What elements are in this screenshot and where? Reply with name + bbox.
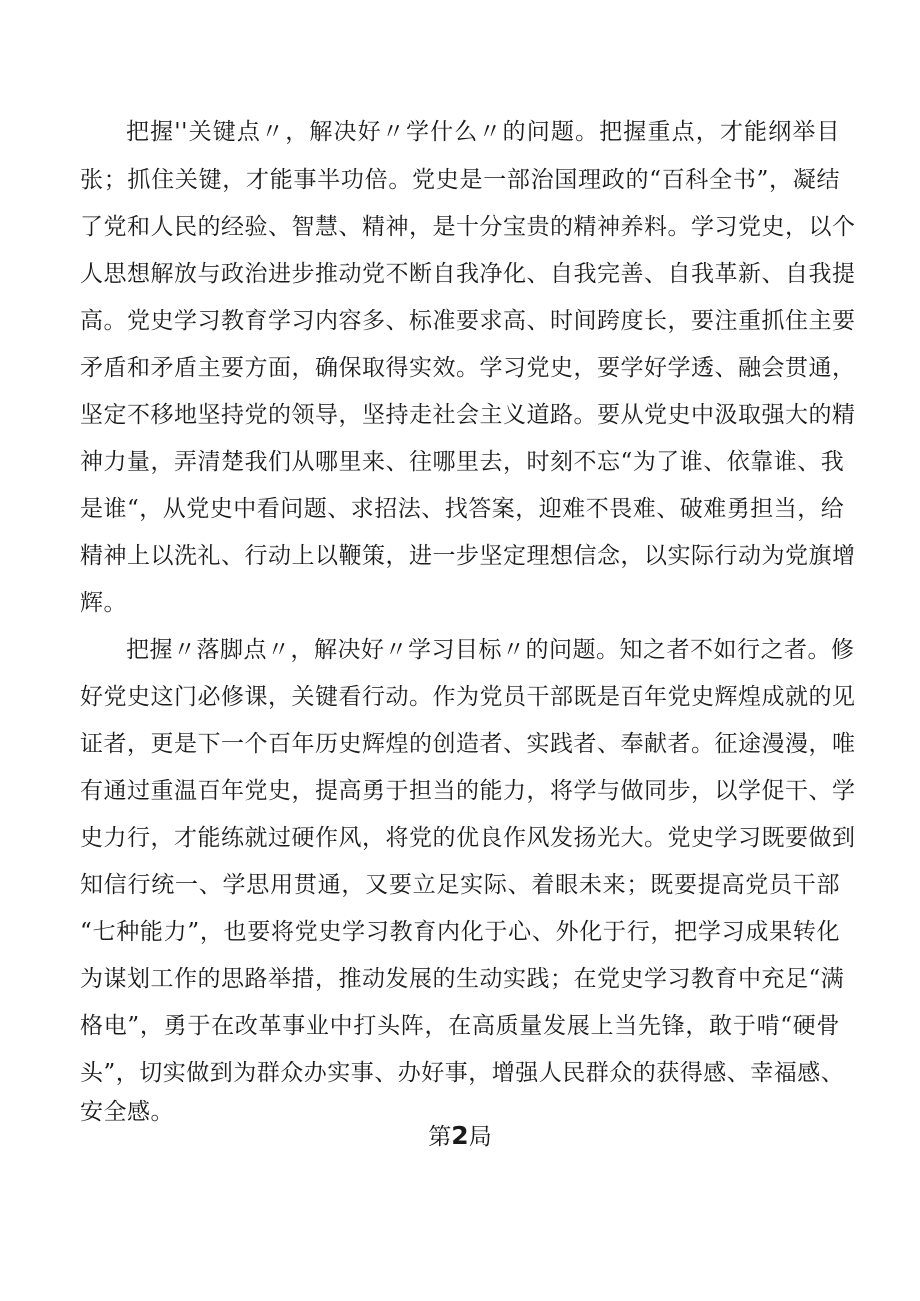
paragraph-line: 人思想解放与政治进步推动党不断自我净化、自我完善、自我革新、自我提 bbox=[80, 261, 856, 287]
paragraph-line: 高。党史学习教育学习内容多、标准要求高、时间跨度长，要注重抓住主要 bbox=[80, 308, 856, 334]
paragraph-line: 好党史这门必修课，关键看行动。作为党员干部既是百年党史辉煌成就的见 bbox=[80, 684, 856, 710]
paragraph-line: 安全感。 bbox=[80, 1099, 174, 1125]
paragraph-line: 知信行统一、学思用贯通，又要立足实际、着眼未来；既要提高党员干部 bbox=[80, 872, 840, 898]
paragraph-line: 史力行，才能练就过硬作风，将党的优良作风发扬光大。党史学习既要做到 bbox=[80, 825, 856, 851]
paragraph-line: 为谋划工作的思路举措，推动发展的生动实践；在党史学习教育中充足“满 bbox=[80, 966, 845, 992]
paragraph-line: 是谁“，从党史中看问题、求招法、找答案，迎难不畏难、破难勇担当，给 bbox=[80, 496, 845, 522]
page-number-prefix: 第 bbox=[428, 1124, 452, 1150]
page-number-value: 2 bbox=[451, 1121, 469, 1150]
paragraph-line: 头”，切实做到为群众办实事、办好事，增强人民群众的获得感、幸福感、 bbox=[80, 1060, 845, 1086]
page-number-suffix: 局 bbox=[468, 1124, 492, 1150]
paragraph-line: 精神上以洗礼、行动上以鞭策，进一步坚定理想信念，以实际行动为党旗增 bbox=[80, 543, 856, 569]
paragraph-line: 证者，更是下一个百年历史辉煌的创造者、实践者、奉献者。征途漫漫，唯 bbox=[80, 731, 856, 757]
paragraph-line: 了党和人民的经验、智慧、精神，是十分宝贵的精神养料。学习党史，以个 bbox=[80, 214, 856, 240]
page-number bbox=[0, 1120, 920, 1153]
paragraph-line: 有通过重温百年党史，提高勇于担当的能力，将学与做同步，以学促干、学 bbox=[80, 778, 856, 804]
paragraph-line: 坚定不移地坚持党的领导，坚持走社会主义道路。要从党史中汲取强大的精 bbox=[80, 402, 856, 428]
paragraph-line: 张；抓住关键，才能事半功倍。党史是一部治国理政的“百科全书”，凝结 bbox=[80, 167, 840, 193]
paragraph-line: 把握''关键点〃，解决好〃学什么〃的问题。把握重点，才能纲举目 bbox=[126, 119, 840, 145]
paragraph-line: 神力量，弄清楚我们从哪里来、往哪里去，时刻不忘“为了谁、依靠谁、我 bbox=[80, 449, 845, 475]
paragraph-line: “七种能力”，也要将党史学习教育内化于心、外化于行，把学习成果转化 bbox=[80, 919, 840, 945]
paragraph-line: 矛盾和矛盾主要方面，确保取得实效。学习党史，要学好学透、融会贯通， bbox=[80, 355, 856, 381]
paragraph-line: 把握〃落脚点〃，解决好〃学习目标〃的问题。知之者不如行之者。修 bbox=[126, 637, 855, 663]
paragraph-line: 辉。 bbox=[80, 590, 127, 616]
paragraph-line: 格电”，勇于在改革事业中打头阵，在高质量发展上当先锋，敢于啃“硬骨 bbox=[80, 1013, 840, 1039]
